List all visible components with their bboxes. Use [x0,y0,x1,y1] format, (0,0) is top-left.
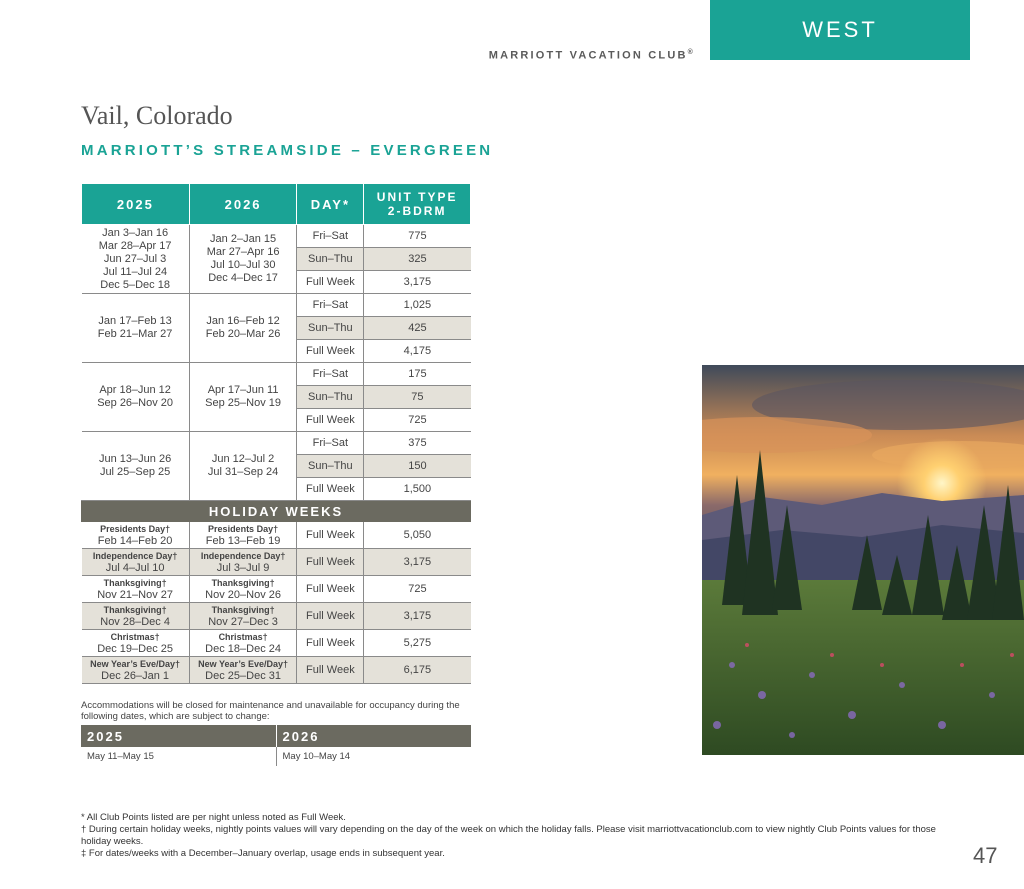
maintenance-dates-2026: May 10–May 14 [276,747,471,766]
footnote-overlap: ‡ For dates/weeks with a December–January overlap, usage ends in subsequent year. [81,848,445,859]
date-range: Feb 21–Mar 27 [97,328,173,340]
maintenance-note: Accommodations will be closed for maintenance and unavailable for occupancy during the following dates, which are subject to change: [81,700,460,722]
date-range: Apr 17–Jun 11 [207,384,279,396]
season-dates-2026 [189,225,297,294]
maintenance-table [81,725,471,766]
date-range: Jan 17–Feb 13 [98,315,172,327]
date-range: Jul 10–Jul 30 [210,259,276,271]
points-value: 175 [364,363,471,386]
holiday-2025 [82,630,190,657]
season-row [82,363,471,386]
day-type: Full Week [297,630,364,657]
holiday-name: New Year’s Eve/Day† [198,659,289,669]
holiday-2026 [189,549,297,576]
maintenance-header-2026: 2026 [276,725,471,747]
holiday-row [82,549,471,576]
day-type: Sun–Thu [297,248,364,271]
holiday-dates: Jul 3–Jul 9 [216,562,270,574]
page-number: 47 [973,843,998,868]
points-value: 775 [364,225,471,248]
points-value: 1,500 [364,478,471,501]
holiday-row [82,657,471,684]
points-value: 725 [364,576,471,603]
holiday-dates: Nov 27–Dec 3 [208,616,278,628]
season-dates-2025 [82,294,190,363]
date-range: Jul 25–Sep 25 [99,466,171,478]
date-range: Dec 4–Dec 17 [208,272,278,284]
holiday-2025 [82,522,190,549]
holiday-dates: Dec 26–Jan 1 [101,670,170,682]
date-range: Jan 2–Jan 15 [210,233,277,245]
date-range: Jan 3–Jan 16 [102,226,169,239]
location-title: Vail, Colorado [81,101,233,130]
day-type: Full Week [297,657,364,684]
points-chart-table [81,183,471,684]
points-value: 325 [364,248,471,271]
day-type: Fri–Sat [297,432,364,455]
date-range: Jul 31–Sep 24 [207,466,279,478]
holiday-row [82,630,471,657]
holiday-name: Thanksgiving† [103,578,167,588]
date-range: Sep 26–Nov 20 [97,397,174,409]
footnote-points: * All Club Points listed are per night unless noted as Full Week. [81,812,346,823]
holiday-name: Independence Day† [200,551,286,561]
footnote-holiday: † During certain holiday weeks, nightly points values will vary depending on the day of the week on which the holiday falls. Please visit marriottvacationclub.com to view nightly Club Points values for those holiday weeks. [81,824,936,847]
day-type: Full Week [297,340,364,363]
landscape-photo [702,365,1024,755]
holiday-2025 [82,549,190,576]
points-value: 6,175 [364,657,471,684]
day-type: Full Week [297,478,364,501]
holiday-dates: Feb 13–Feb 19 [205,535,281,547]
date-range: Sep 25–Nov 19 [205,397,281,409]
holiday-name: Independence Day† [92,551,178,561]
points-value: 3,175 [364,549,471,576]
season-dates-2026 [189,432,297,501]
points-value: 3,175 [364,603,471,630]
season-dates-2026 [189,294,297,363]
day-type: Full Week [297,409,364,432]
day-type: Fri–Sat [297,363,364,386]
day-type: Full Week [297,271,364,294]
points-value: 4,175 [364,340,471,363]
holiday-dates: Nov 28–Dec 4 [100,616,170,628]
season-row [82,225,471,248]
date-range: Feb 20–Mar 26 [205,328,281,340]
points-value: 75 [364,386,471,409]
maintenance-dates-2025: May 11–May 15 [87,751,154,762]
season-dates-2025 [82,363,190,432]
brand-name [489,49,695,62]
maintenance-header-2025: 2025 [81,725,276,747]
holiday-dates: Dec 18–Dec 24 [205,643,281,655]
holiday-dates: Nov 20–Nov 26 [205,589,281,601]
points-value: 5,050 [364,522,471,549]
holiday-2026 [189,522,297,549]
date-range: Jul 11–Jul 24 [103,265,168,278]
date-range: Jun 27–Jul 3 [103,252,167,265]
day-type: Sun–Thu [297,386,364,409]
day-type: Full Week [297,549,364,576]
holiday-name: Christmas† [110,632,160,642]
holiday-dates: Jul 4–Jul 10 [105,562,165,574]
brand-text: MARRIOTT VACATION CLUB [488,49,688,62]
holiday-name: Thanksgiving† [211,605,275,615]
day-type: Sun–Thu [297,455,364,478]
holiday-2026 [189,576,297,603]
header-day: DAY* [297,184,364,225]
holiday-2026 [189,630,297,657]
points-value: 3,175 [364,271,471,294]
points-value: 425 [364,317,471,340]
brand-mark: ® [687,49,695,56]
day-type: Full Week [297,576,364,603]
holiday-row [82,522,471,549]
holiday-weeks-title: HOLIDAY WEEKS [82,501,471,522]
sunset-meadow-illustration [702,365,1024,755]
footnotes [81,812,961,860]
points-chart-header [82,184,471,225]
header-unit-type: UNIT TYPE 2-BDRM [364,184,471,225]
holiday-row [82,603,471,630]
date-range: Apr 18–Jun 12 [99,384,171,396]
points-value: 725 [364,409,471,432]
holiday-dates: Dec 19–Dec 25 [97,643,174,655]
holiday-row [82,576,471,603]
holiday-name: Presidents Day† [100,524,171,534]
holiday-dates: Feb 14–Feb 20 [97,535,173,547]
resort-name: MARRIOTT’S STREAMSIDE – EVERGREEN [81,142,494,159]
season-dates-2025 [82,432,190,501]
season-rows [82,225,471,501]
season-row [82,432,471,455]
holiday-2026 [189,603,297,630]
holiday-name: Thanksgiving† [211,578,275,588]
date-range: Mar 28–Apr 17 [98,239,172,252]
date-range: Mar 27–Apr 16 [206,246,280,258]
points-value: 1,025 [364,294,471,317]
holiday-2025 [82,657,190,684]
holiday-name: Presidents Day† [208,524,279,534]
day-type: Full Week [297,603,364,630]
day-type: Sun–Thu [297,317,364,340]
date-range: Dec 5–Dec 18 [100,278,170,291]
region-tab: WEST [710,0,970,60]
holiday-rows [82,522,471,684]
season-dates-2026 [189,363,297,432]
season-dates-2025 [82,225,190,294]
day-type: Full Week [297,522,364,549]
holiday-name: Thanksgiving† [103,605,167,615]
holiday-weeks-band [82,501,471,522]
points-value: 150 [364,455,471,478]
points-value: 5,275 [364,630,471,657]
holiday-name: Christmas† [218,632,268,642]
header-2025: 2025 [82,184,190,225]
date-range: Jun 13–Jun 26 [99,453,172,465]
holiday-dates: Dec 25–Dec 31 [205,670,281,682]
holiday-2025 [82,576,190,603]
holiday-2025 [82,603,190,630]
day-type: Fri–Sat [297,225,364,248]
points-value: 375 [364,432,471,455]
holiday-dates: Nov 21–Nov 27 [97,589,174,601]
day-type: Fri–Sat [297,294,364,317]
holiday-2026 [189,657,297,684]
season-row [82,294,471,317]
date-range: Jun 12–Jul 2 [211,453,275,465]
holiday-name: New Year’s Eve/Day† [90,659,181,669]
header-2026: 2026 [189,184,297,225]
date-range: Jan 16–Feb 12 [206,315,280,327]
